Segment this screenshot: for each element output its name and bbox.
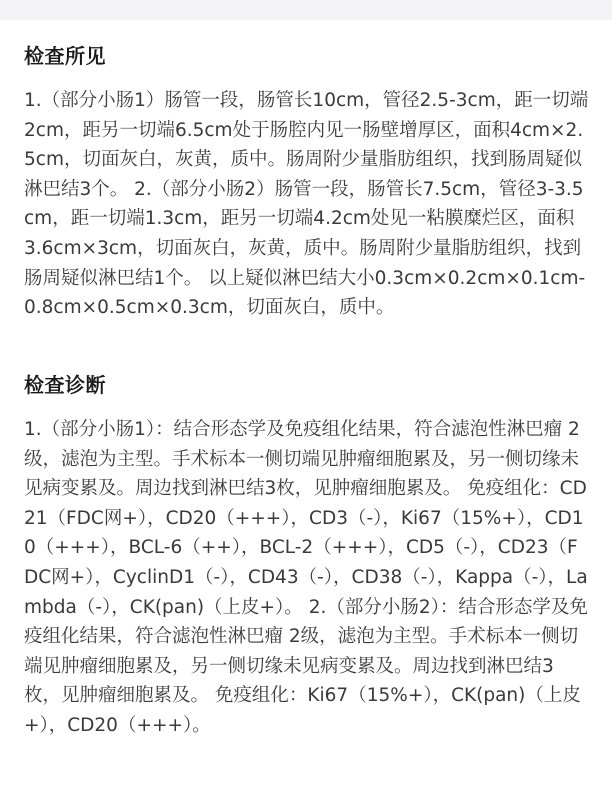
diagnosis-text: 1.（部分小肠1）：结合形态学及免疫组化结果，符合滤泡性淋巴瘤 2级，滤泡为主型。手术标本一侧切端见肿瘤细胞累及，另一侧切缘未见病变累及。周边找到淋巴结3枚，见肿瘤细胞累及。 免疫组化：CD21（FDC网+），CD20（+++），CD3（-），Ki67（15%+），CD10（+++），BCL-6（++），BCL-2（+++），CD5（-），CD23（FDC网+），CyclinD1（-），CD43（-），CD38（-），Kappa（-），Lambda（-），CK(pan)（上皮+）。 2.（部分小肠2）：结合形态学及免疫组化结果，符合滤泡性淋巴瘤 2级，滤泡为主型。手术标本一侧切端见肿瘤细胞累及，另一侧切缘未见病变累及。周边找到淋巴结3枚，见肿瘤细胞累及。 免疫组化：Ki67（15%+），CK(pan)（上皮+），CD20（+++）。: [24, 419, 588, 736]
findings-section: [24, 42, 590, 323]
diagnosis-heading: 检查诊断: [24, 373, 106, 397]
top-bar: [0, 0, 612, 20]
findings-heading: 检查所见: [24, 44, 106, 68]
findings-text: 1.（部分小肠1）肠管一段，肠管长10cm，管径2.5-3cm，距一切端2cm，距另一切端6.5cm处于肠腔内见一肠壁增厚区，面积4cm×2.5cm，切面灰白，灰黄，质中。肠周附少量脂肪组织，找到肠周疑似淋巴结3个。 2.（部分小肠2）肠管一段，肠管长7.5cm，管径3-3.5cm，距一切端1.3cm，距另一切端4.2cm处见一粘膜糜烂区，面积3.6cm×3cm，切面灰白，灰黄，质中。肠周附少量脂肪组织，找到肠周疑似淋巴结1个。 以上疑似淋巴结大小0.3cm×0.2cm×0.1cm-0.8cm×0.5cm×0.3cm，切面灰白，质中。: [24, 90, 589, 319]
diagnosis-section: [24, 371, 590, 741]
